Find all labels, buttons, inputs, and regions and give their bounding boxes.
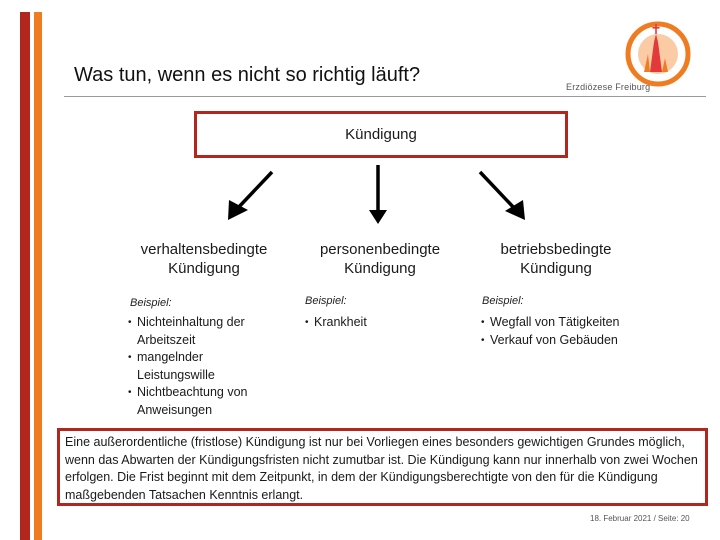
root-node-label: Kündigung <box>345 126 417 143</box>
organization-name: Erzdiözese Freiburg <box>566 82 651 92</box>
list-item: • Wegfall von Tätigkeiten <box>481 314 681 332</box>
branch-title-person: personenbedingte Kündigung <box>319 241 441 277</box>
branch-example-label-operational: Beispiel: <box>482 295 524 307</box>
branch-examples-behavior <box>128 314 278 419</box>
branch-example-label-person: Beispiel: <box>305 295 347 307</box>
branch-example-label-behavior: Beispiel: <box>130 297 172 309</box>
branch-title-operational: betriebsbedingte Kündigung <box>500 241 612 277</box>
arrow-left <box>236 172 272 210</box>
branch-title-behavior: verhaltensbedingte Kündigung <box>140 241 268 277</box>
list-item: • Nichtbeachtung von Anweisungen <box>128 384 278 419</box>
slide-title: Was tun, wenn es nicht so richtig läuft? <box>74 64 421 86</box>
list-item: • mangelnder Leistungswille <box>128 349 278 384</box>
arrow-right <box>480 172 516 210</box>
list-item: • Verkauf von Gebäuden <box>481 332 681 350</box>
branch-examples-person <box>305 314 455 332</box>
slide-footer: 18. Februar 2021 / Seite: 20 <box>590 514 690 523</box>
arrowhead-center <box>369 210 387 224</box>
list-item: • Nichteinhaltung der Arbeitszeit <box>128 314 278 349</box>
list-item: • Krankheit <box>305 314 455 332</box>
branch-examples-operational <box>481 314 681 349</box>
extraordinary-termination-note: Eine außerordentliche (fristlose) Kündigung ist nur bei Vorliegen eines besonders gewichtigen Grundes möglich, wenn das Abwarten der Kündigungsfristen nicht zumutbar ist. Die Kündigung kann nur innerhalb von zwei Wochen erfolgen. Die Frist beginnt mit dem Zeitpunkt, in dem der Kündigungsberechtigte von den für die Kündigung maßgebenden Tatsachen Kenntnis erlangt. <box>57 428 708 506</box>
